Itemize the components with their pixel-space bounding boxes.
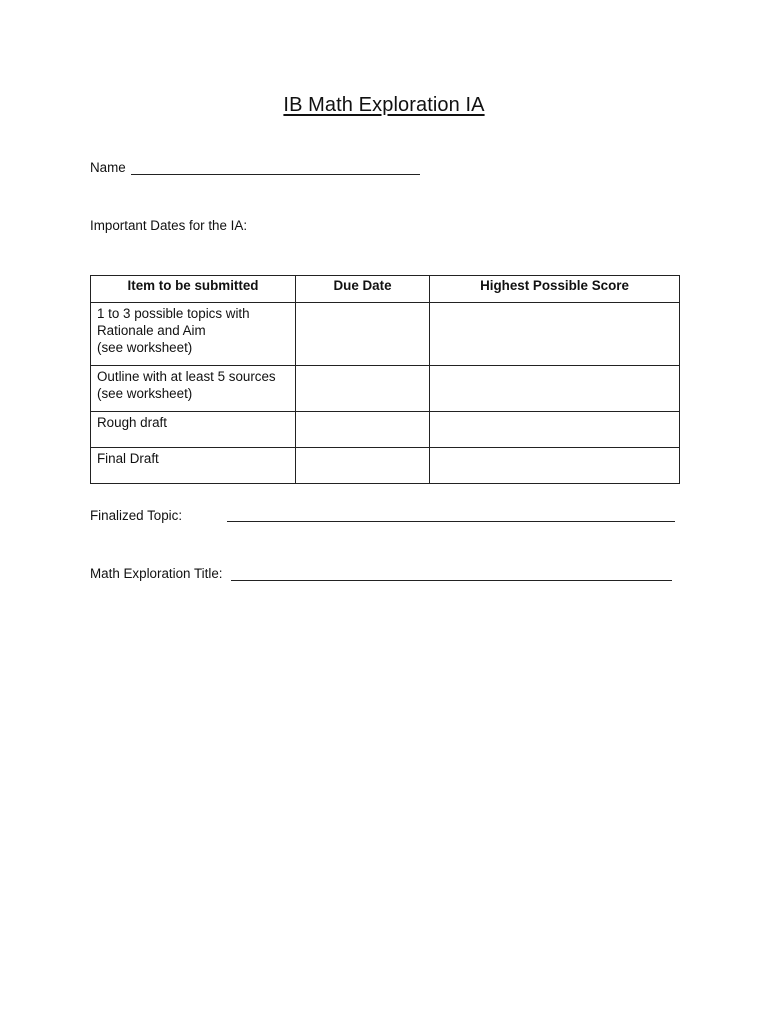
- item-text: Outline with at least 5 sources: [97, 369, 276, 384]
- score-cell[interactable]: [430, 412, 680, 448]
- header-due-date: Due Date: [296, 276, 430, 303]
- item-text: 1 to 3 possible topics with: [97, 306, 250, 321]
- table-header-row: [91, 276, 680, 303]
- exploration-title-label: Math Exploration Title:: [90, 566, 223, 581]
- header-highest-score: Highest Possible Score: [430, 276, 680, 303]
- due-date-cell[interactable]: [296, 366, 430, 412]
- name-label: Name: [90, 160, 126, 175]
- item-cell: [91, 448, 296, 484]
- table-row: [91, 303, 680, 366]
- table-row: [91, 448, 680, 484]
- table-row: [91, 412, 680, 448]
- header-item: Item to be submitted: [91, 276, 296, 303]
- important-dates-label: Important Dates for the IA:: [90, 218, 248, 233]
- item-text: (see worksheet): [97, 386, 193, 402]
- score-cell[interactable]: [430, 303, 680, 366]
- finalized-topic-blank-line[interactable]: [227, 521, 675, 522]
- item-text: Rough draft: [97, 415, 167, 430]
- item-text: Final Draft: [97, 451, 159, 466]
- name-blank-line[interactable]: [131, 174, 420, 175]
- due-date-cell[interactable]: [296, 412, 430, 448]
- item-cell: [91, 303, 296, 366]
- due-date-cell[interactable]: [296, 303, 430, 366]
- item-text: (see worksheet): [97, 340, 193, 356]
- exploration-title-blank-line[interactable]: [231, 580, 672, 581]
- submission-table: [90, 275, 680, 484]
- table-row: [91, 366, 680, 412]
- item-cell: [91, 366, 296, 412]
- item-cell: [91, 412, 296, 448]
- score-cell[interactable]: [430, 448, 680, 484]
- due-date-cell[interactable]: [296, 448, 430, 484]
- finalized-topic-label: Finalized Topic:: [90, 508, 183, 523]
- document-title: IB Math Exploration IA: [283, 94, 485, 116]
- score-cell[interactable]: [430, 366, 680, 412]
- item-text: Rationale and Aim: [97, 323, 206, 339]
